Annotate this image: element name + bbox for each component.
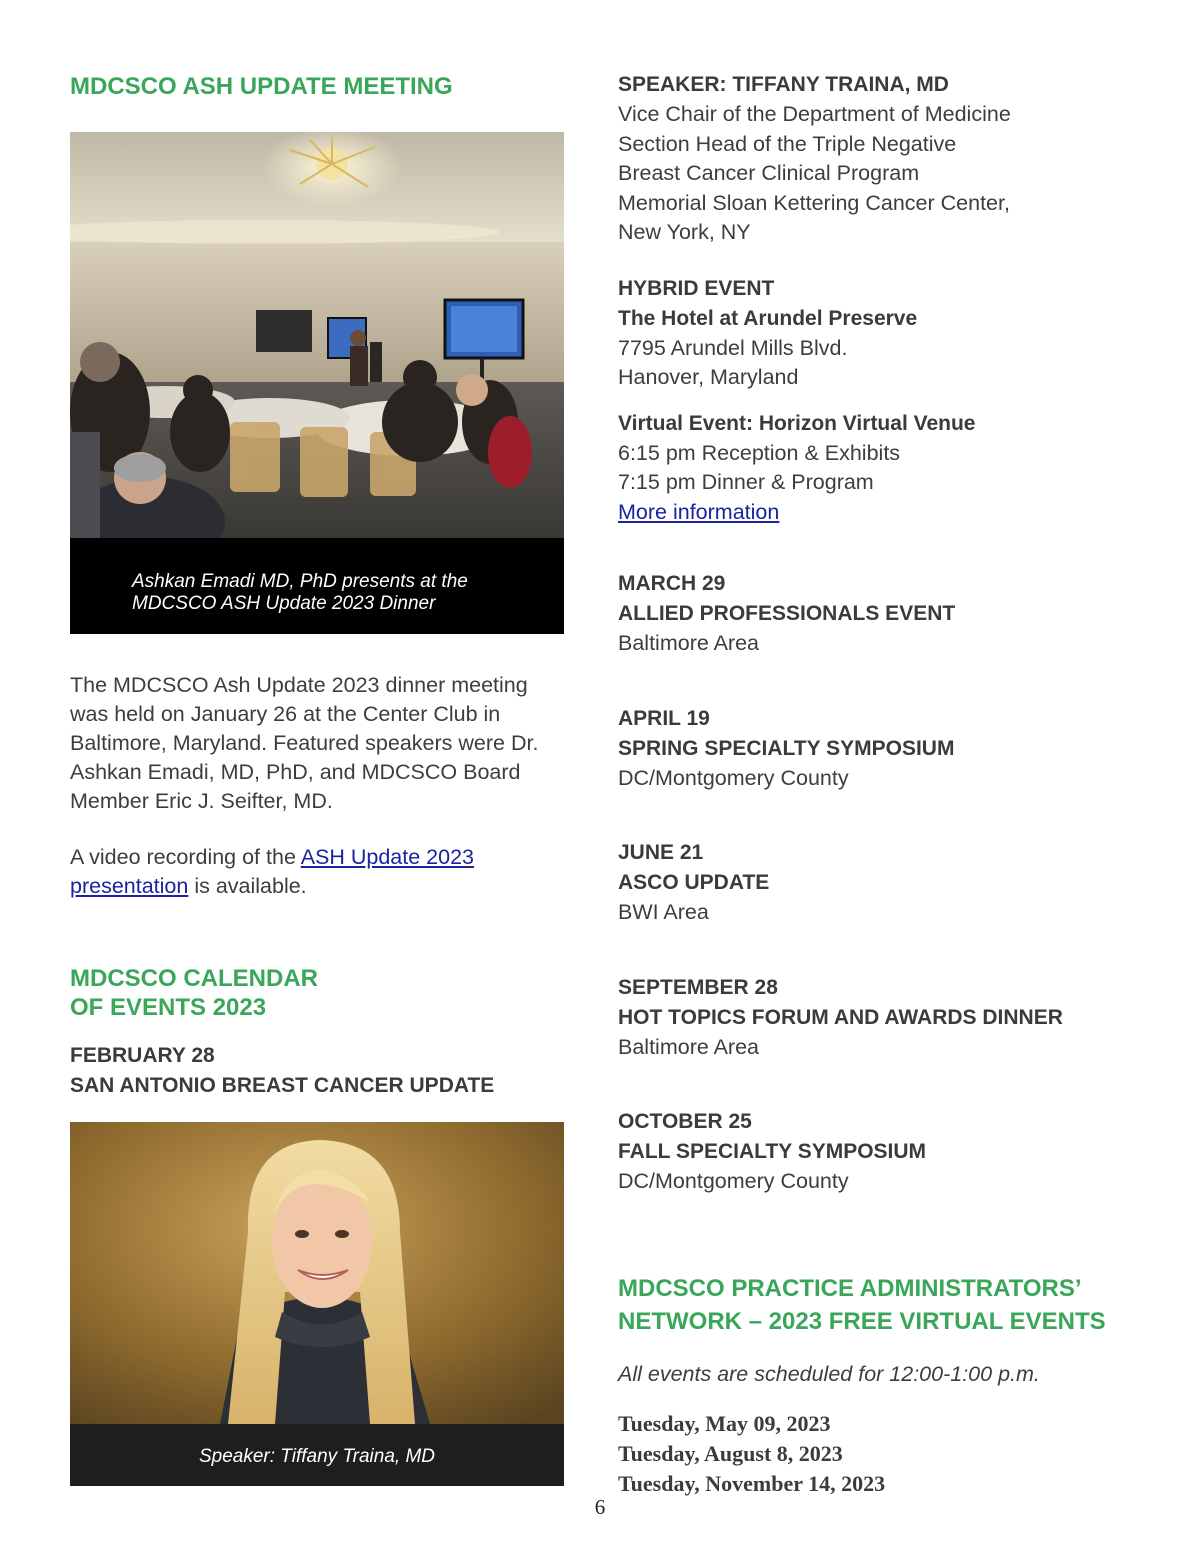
hybrid-heading: HYBRID EVENT — [618, 276, 775, 300]
schedule-reception: 6:15 pm Reception & Exhibits — [618, 440, 901, 465]
meeting-photo-caption — [70, 538, 564, 634]
speaker-title-line: Vice Chair of the Department of Medicine — [618, 102, 1011, 126]
schedule-dinner: 7:15 pm Dinner & Program — [618, 470, 874, 494]
venue-name: The Hotel at Arundel Preserve — [618, 306, 918, 330]
network-note: All events are scheduled for 12:00-1:00 p.m. — [618, 1361, 1040, 1386]
meeting-photo-image — [70, 132, 564, 538]
network-date: Tuesday, May 09, 2023 — [618, 1411, 831, 1436]
speaker-photo-caption — [70, 1424, 564, 1486]
speaker-heading: SPEAKER: TIFFANY TRAINA, MD — [618, 73, 949, 96]
speaker-portrait-image — [70, 1122, 564, 1424]
calendar-heading — [70, 964, 564, 1022]
left-column — [70, 72, 564, 1486]
summary-line: The MDCSCO Ash Update 2023 dinner meeting — [70, 673, 528, 697]
event-title: FALL SPECIALTY SYMPOSIUM — [618, 1140, 927, 1163]
network-dates — [618, 1409, 1158, 1499]
february-date: FEBRUARY 28 — [70, 1044, 215, 1067]
event-date: OCTOBER 25 — [618, 1110, 752, 1133]
speaker-title-line: Memorial Sloan Kettering Cancer Center, — [618, 190, 1010, 215]
speaker-title-line: Breast Cancer Clinical Program — [618, 161, 920, 185]
meeting-photo — [70, 132, 564, 538]
summary-line: Baltimore, Maryland. Featured speakers were Dr. — [70, 731, 539, 755]
event-item — [618, 569, 1158, 659]
video-prefix: A video recording of the — [70, 845, 301, 869]
ash-presentation-link-cont[interactable]: presentation — [70, 874, 189, 898]
event-location: BWI Area — [618, 900, 709, 924]
february-event — [70, 1041, 564, 1101]
network-date: Tuesday, August 8, 2023 — [618, 1441, 843, 1466]
event-list — [618, 569, 1158, 1197]
page-number: 6 — [594, 1495, 606, 1519]
event-location: DC/Montgomery County — [618, 1169, 849, 1193]
speaker-title-line: Section Head of the Triple Negative — [618, 131, 957, 156]
virtual-heading: Virtual Event: Horizon Virtual Venue — [618, 411, 976, 435]
network-heading-line: MDCSCO PRACTICE ADMINISTRATORS’ — [618, 1274, 1082, 1302]
virtual-event-block — [618, 409, 1158, 528]
venue-address: 7795 Arundel Mills Blvd. — [618, 335, 848, 360]
event-date: SEPTEMBER 28 — [618, 975, 778, 999]
summary-line: was held on January 26 at the Center Club in — [70, 702, 501, 726]
summary-line: Member Eric J. Seifter, MD. — [70, 789, 333, 813]
hybrid-event-block — [618, 274, 1158, 393]
february-title: SAN ANTONIO BREAST CANCER UPDATE — [70, 1074, 495, 1097]
caption-line-2: MDCSCO ASH Update 2023 Dinner — [132, 593, 436, 614]
summary-line: Ashkan Emadi, MD, PhD, and MDCSCO Board — [70, 760, 521, 784]
event-item — [618, 1107, 1158, 1197]
more-information-link[interactable]: More information — [618, 499, 780, 524]
event-location: Baltimore Area — [618, 1034, 760, 1059]
event-date: APRIL 19 — [618, 706, 710, 730]
event-title: SPRING SPECIALTY SYMPOSIUM — [618, 736, 955, 760]
speaker-photo — [70, 1122, 564, 1424]
speaker-title-line: New York, NY — [618, 220, 751, 244]
calendar-heading-line: OF EVENTS 2023 — [70, 994, 267, 1021]
calendar-heading-line: MDCSCO CALENDAR — [70, 965, 318, 992]
event-date: JUNE 21 — [618, 841, 704, 864]
video-note — [70, 843, 564, 901]
event-title: ALLIED PROFESSIONALS EVENT — [618, 602, 956, 625]
speaker-caption-text: Speaker: Tiffany Traina, MD — [198, 1446, 435, 1467]
video-suffix: is available. — [188, 874, 307, 898]
ash-presentation-link[interactable]: ASH Update 2023 — [300, 845, 474, 869]
right-column — [618, 70, 1158, 1499]
event-item — [618, 838, 1158, 928]
network-heading — [618, 1272, 1158, 1338]
caption-line-1: Ashkan Emadi MD, PhD presents at the — [132, 571, 468, 592]
event-location: Baltimore Area — [618, 631, 760, 655]
event-item — [618, 704, 1158, 794]
event-title: HOT TOPICS FORUM AND AWARDS DINNER — [618, 1005, 1063, 1029]
event-title: ASCO UPDATE — [618, 871, 770, 894]
network-date: Tuesday, November 14, 2023 — [618, 1471, 886, 1496]
ash-update-heading: MDCSCO ASH UPDATE MEETING — [70, 73, 453, 100]
event-item — [618, 973, 1158, 1063]
event-location: DC/Montgomery County — [618, 765, 849, 790]
venue-city: Hanover, Maryland — [618, 365, 799, 389]
meeting-summary — [70, 671, 564, 816]
network-heading-line: NETWORK – 2023 FREE VIRTUAL EVENTS — [618, 1307, 1106, 1335]
event-date: MARCH 29 — [618, 572, 726, 595]
speaker-block — [618, 70, 1158, 248]
